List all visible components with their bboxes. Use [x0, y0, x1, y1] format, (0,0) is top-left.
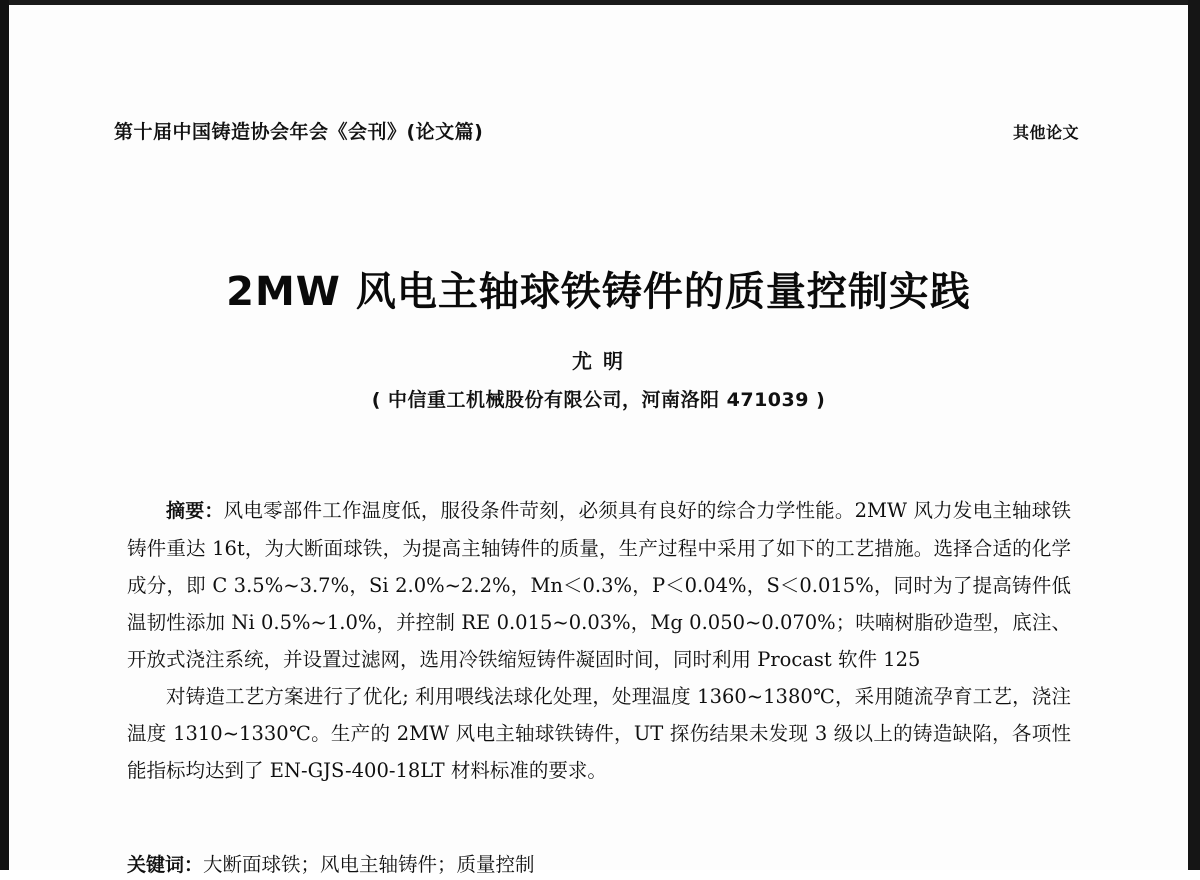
running-head-right: 其他论文: [1012, 123, 1079, 142]
scan-edge-right: [1188, 0, 1200, 870]
author-affiliation: ( 中信重工机械股份有限公司，河南洛阳 471039 ): [371, 389, 826, 411]
running-head-left: 第十届中国铸造协会年会《会刊》(论文篇): [114, 121, 484, 143]
author-name: 尤 明: [572, 349, 625, 373]
keywords-text: 大断面球铁；风电主轴铸件；质量控制: [203, 853, 535, 876]
abstract-block: [127, 492, 1071, 789]
keywords-label: 关键词：: [127, 854, 204, 876]
page-title: 2MW 风电主轴球铁铸件的质量控制实践: [226, 269, 971, 315]
page-content: [9, 5, 1188, 876]
abstract-paragraph-1: [127, 492, 1071, 678]
abstract-label: 摘要：: [166, 500, 224, 522]
keywords-line: [127, 850, 1071, 880]
abstract-paragraph-2: 对铸造工艺方案进行了优化; 利用喂线法球化处理，处理温度 1360~1380℃，采用随流孕育工艺，浇注温度 1310~1330℃。生产的 2MW 风电主轴球铁铸件，UT 探伤结果未发现 3 级以上的铸造缺陷，各项性能指标均达到了 EN-GJS-400-18LT 材料标准的要求。: [127, 685, 1071, 782]
running-head: [114, 117, 1079, 144]
abstract-text-1: 风电零部件工作温度低，服役条件苛刻，必须具有良好的综合力学性能。2MW 风力发电主轴球铁铸件重达 16t，为大断面球铁，为提高主轴铸件的质量，生产过程中采用了如下的工艺措施。选择合适的化学成分，即 C 3.5%~3.7%，Si 2.0%~2.2%，Mn＜0.3%，P＜0.04%，S＜0.015%，同时为了提高铸件低温韧性添加 Ni 0.5%~1.0%，并控制 RE 0.015~0.03%，Mg 0.050~0.070%；呋喃树脂砂造型，底注、开放式浇注系统，并设置过滤网，选用冷铁缩短铸件凝固时间，同时利用 Procast 软件 125: [127, 499, 1071, 671]
scan-edge-left: [0, 0, 9, 870]
